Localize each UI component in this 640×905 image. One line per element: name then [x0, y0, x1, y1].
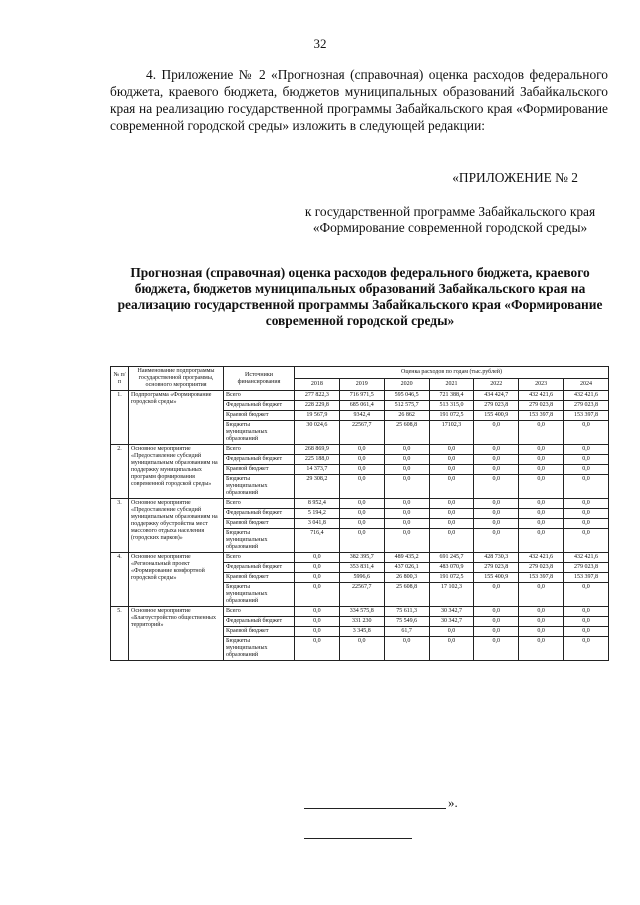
appendix-block — [300, 170, 600, 236]
amount-cell: 9342,4 — [339, 411, 384, 421]
amount-cell: 3 345,8 — [339, 627, 384, 637]
amount-cell: 432 421,6 — [519, 391, 564, 401]
amount-cell: 0,0 — [564, 455, 609, 465]
amount-cell: 353 831,4 — [339, 563, 384, 573]
funding-source: Всего — [224, 553, 295, 563]
amount-cell: 0,0 — [384, 465, 429, 475]
amount-cell: 75 611,3 — [384, 607, 429, 617]
amount-cell: 22567,7 — [339, 583, 384, 607]
amount-cell: 0,0 — [295, 627, 340, 637]
amount-cell: 277 822,3 — [295, 391, 340, 401]
closing-mark: ». — [448, 795, 458, 810]
amount-cell: 0,0 — [519, 637, 564, 661]
amount-cell: 191 072,5 — [429, 573, 474, 583]
amount-cell: 0,0 — [429, 455, 474, 465]
funding-source: Бюджеты муниципальных образований — [224, 475, 295, 499]
year-header: 2021 — [429, 379, 474, 391]
amount-cell: 279 023,8 — [519, 401, 564, 411]
funding-source: Федеральный бюджет — [224, 617, 295, 627]
amount-cell: 268 869,9 — [295, 445, 340, 455]
funding-source: Краевой бюджет — [224, 627, 295, 637]
row-number: 2. — [111, 445, 129, 499]
amount-cell: 0,0 — [474, 637, 519, 661]
amount-cell: 432 421,6 — [564, 391, 609, 401]
amount-cell: 0,0 — [429, 519, 474, 529]
amount-cell: 0,0 — [384, 445, 429, 455]
amount-cell: 0,0 — [474, 607, 519, 617]
amount-cell: 0,0 — [339, 445, 384, 455]
amount-cell: 0,0 — [339, 519, 384, 529]
separator-line — [304, 838, 412, 839]
funding-source: Краевой бюджет — [224, 411, 295, 421]
amount-cell: 0,0 — [564, 607, 609, 617]
amount-cell: 0,0 — [295, 573, 340, 583]
header-name: Наименование подпрограммы государственной программы, основного мероприятия — [129, 367, 224, 391]
amount-cell: 0,0 — [474, 465, 519, 475]
amount-cell: 0,0 — [295, 553, 340, 563]
amount-cell: 0,0 — [519, 627, 564, 637]
year-header: 2019 — [339, 379, 384, 391]
amount-cell: 0,0 — [295, 583, 340, 607]
amount-cell: 0,0 — [384, 637, 429, 661]
amount-cell: 61,7 — [384, 627, 429, 637]
amount-cell: 0,0 — [519, 607, 564, 617]
amount-cell: 0,0 — [564, 499, 609, 509]
amount-cell: 0,0 — [295, 617, 340, 627]
amount-cell: 0,0 — [384, 509, 429, 519]
row-number: 4. — [111, 553, 129, 607]
amount-cell: 0,0 — [474, 455, 519, 465]
amount-cell: 279 023,8 — [474, 563, 519, 573]
program-name: Основное мероприятие «Предоставление субсидий муниципальным образованиям на поддержку муниципальных программ формирования современной городской среды» — [129, 445, 224, 499]
amount-cell: 75 549,6 — [384, 617, 429, 627]
amount-cell: 0,0 — [564, 583, 609, 607]
amount-cell: 0,0 — [564, 617, 609, 627]
amount-cell: 279 023,8 — [564, 401, 609, 411]
amount-cell: 5 194,2 — [295, 509, 340, 519]
amount-cell: 0,0 — [564, 445, 609, 455]
amount-cell: 14 373,7 — [295, 465, 340, 475]
table-row — [111, 391, 609, 401]
funding-source: Всего — [224, 499, 295, 509]
amount-cell: 432 421,6 — [519, 553, 564, 563]
amount-cell: 17 102,3 — [429, 583, 474, 607]
amount-cell: 153 397,8 — [519, 573, 564, 583]
amount-cell: 0,0 — [429, 509, 474, 519]
amount-cell: 0,0 — [519, 617, 564, 627]
amount-cell: 0,0 — [429, 529, 474, 553]
amount-cell: 0,0 — [429, 499, 474, 509]
page-number: 32 — [313, 36, 327, 51]
amount-cell: 0,0 — [564, 509, 609, 519]
header-num: № п/п — [111, 367, 129, 391]
funding-source: Всего — [224, 391, 295, 401]
amount-cell: 0,0 — [519, 499, 564, 509]
amount-cell: 0,0 — [564, 637, 609, 661]
amount-cell: 0,0 — [339, 465, 384, 475]
amount-cell: 0,0 — [339, 637, 384, 661]
amount-cell: 0,0 — [384, 529, 429, 553]
amount-cell: 0,0 — [474, 519, 519, 529]
amount-cell: 489 435,2 — [384, 553, 429, 563]
funding-source: Федеральный бюджет — [224, 455, 295, 465]
amount-cell: 0,0 — [564, 421, 609, 445]
program-name: Основное мероприятие «Региональный проект «Формирование комфортной городской среды» — [129, 553, 224, 607]
program-name: Основное мероприятие «Предоставление субсидий муниципальным образованиям на поддержку обустройства мест массового отдыха населения (городских парков)» — [129, 499, 224, 553]
amount-cell: 513 315,0 — [429, 401, 474, 411]
amount-cell: 0,0 — [429, 475, 474, 499]
amount-cell: 0,0 — [474, 509, 519, 519]
amount-cell: 512 575,7 — [384, 401, 429, 411]
amount-cell: 0,0 — [519, 445, 564, 455]
budget-table-body — [111, 391, 609, 661]
amount-cell: 437 026,1 — [384, 563, 429, 573]
funding-source: Краевой бюджет — [224, 573, 295, 583]
amount-cell: 153 397,8 — [564, 573, 609, 583]
funding-source: Федеральный бюджет — [224, 509, 295, 519]
amount-cell: 0,0 — [564, 519, 609, 529]
funding-source: Всего — [224, 607, 295, 617]
year-header: 2018 — [295, 379, 340, 391]
row-number: 5. — [111, 607, 129, 661]
amount-cell: 279 023,8 — [519, 563, 564, 573]
amount-cell: 153 397,8 — [564, 411, 609, 421]
table-row — [111, 445, 609, 455]
funding-source: Краевой бюджет — [224, 465, 295, 475]
amount-cell: 716,4 — [295, 529, 340, 553]
amount-cell: 0,0 — [519, 455, 564, 465]
document-title: Прогнозная (справочная) оценка расходов федерального бюджета, краевого бюджета, бюджетов муниципальных образований Забайкальского края на реализацию государственной программы Забайкальского края «Формирование современной городской среды» — [117, 265, 603, 328]
program-name: Основное мероприятие «Благоустройство общественных территорий» — [129, 607, 224, 661]
amount-cell: 334 575,8 — [339, 607, 384, 617]
year-header: 2020 — [384, 379, 429, 391]
amount-cell: 382 395,7 — [339, 553, 384, 563]
amount-cell: 716 971,5 — [339, 391, 384, 401]
amount-cell: 25 608,8 — [384, 421, 429, 445]
amount-cell: 0,0 — [384, 475, 429, 499]
amount-cell: 0,0 — [429, 465, 474, 475]
amount-cell: 30 024,6 — [295, 421, 340, 445]
amount-cell: 8 952,4 — [295, 499, 340, 509]
amount-cell: 0,0 — [295, 637, 340, 661]
amount-cell: 0,0 — [519, 519, 564, 529]
amount-cell: 0,0 — [339, 529, 384, 553]
amount-cell: 30 342,7 — [429, 617, 474, 627]
amount-cell: 0,0 — [339, 475, 384, 499]
appendix-heading: «ПРИЛОЖЕНИЕ № 2 — [452, 170, 578, 185]
amount-cell: 17102,3 — [429, 421, 474, 445]
amount-cell: 0,0 — [295, 607, 340, 617]
row-number: 1. — [111, 391, 129, 445]
funding-source: Федеральный бюджет — [224, 401, 295, 411]
amount-cell: 0,0 — [295, 563, 340, 573]
year-header: 2024 — [564, 379, 609, 391]
header-source: Источники финансирования — [224, 367, 295, 391]
amount-cell: 432 421,6 — [564, 553, 609, 563]
amount-cell: 331 230 — [339, 617, 384, 627]
amount-cell: 25 608,8 — [384, 583, 429, 607]
amount-cell: 191 072,5 — [429, 411, 474, 421]
amount-cell: 0,0 — [474, 421, 519, 445]
amount-cell: 0,0 — [339, 455, 384, 465]
amount-cell: 0,0 — [564, 529, 609, 553]
signature-line — [304, 808, 446, 809]
amount-cell: 26 862 — [384, 411, 429, 421]
amount-cell: 228 229,8 — [295, 401, 340, 411]
amount-cell: 30 342,7 — [429, 607, 474, 617]
amount-cell: 0,0 — [474, 475, 519, 499]
year-header: 2023 — [519, 379, 564, 391]
amount-cell: 5996,6 — [339, 573, 384, 583]
funding-source: Бюджеты муниципальных образований — [224, 637, 295, 661]
amount-cell: 428 730,3 — [474, 553, 519, 563]
amount-cell: 0,0 — [519, 529, 564, 553]
amount-cell: 153 397,8 — [519, 411, 564, 421]
amount-cell: 0,0 — [474, 529, 519, 553]
budget-table — [110, 366, 609, 661]
amount-cell: 0,0 — [429, 445, 474, 455]
amount-cell: 0,0 — [564, 627, 609, 637]
amount-cell: 0,0 — [519, 421, 564, 445]
amount-cell: 0,0 — [384, 499, 429, 509]
amount-cell: 0,0 — [564, 475, 609, 499]
amount-cell: 0,0 — [519, 583, 564, 607]
amount-cell: 0,0 — [474, 583, 519, 607]
amount-cell: 155 400,9 — [474, 411, 519, 421]
funding-source: Бюджеты муниципальных образований — [224, 529, 295, 553]
amount-cell: 0,0 — [339, 499, 384, 509]
funding-source: Бюджеты муниципальных образований — [224, 583, 295, 607]
amount-cell: 0,0 — [384, 519, 429, 529]
amount-cell: 279 023,8 — [564, 563, 609, 573]
amount-cell: 0,0 — [519, 475, 564, 499]
appendix-subtitle: к государственной программе Забайкальского края «Формирование современной городской среды» — [304, 204, 596, 235]
funding-source: Федеральный бюджет — [224, 563, 295, 573]
amount-cell: 0,0 — [474, 445, 519, 455]
table-row — [111, 499, 609, 509]
amount-cell: 685 061,4 — [339, 401, 384, 411]
funding-source: Всего — [224, 445, 295, 455]
amount-cell: 434 424,7 — [474, 391, 519, 401]
amount-cell: 595 046,5 — [384, 391, 429, 401]
amount-cell: 0,0 — [429, 627, 474, 637]
amount-cell: 0,0 — [564, 465, 609, 475]
amount-cell: 721 388,4 — [429, 391, 474, 401]
row-number: 3. — [111, 499, 129, 553]
amount-cell: 155 400,9 — [474, 573, 519, 583]
amount-cell: 691 245,7 — [429, 553, 474, 563]
amount-cell: 483 070,9 — [429, 563, 474, 573]
amount-cell: 0,0 — [474, 499, 519, 509]
year-header: 2022 — [474, 379, 519, 391]
header-estimate: Оценка расходов по годам (тыс.рублей) — [295, 367, 609, 379]
amount-cell: 3 041,8 — [295, 519, 340, 529]
amount-cell: 0,0 — [519, 465, 564, 475]
funding-source: Бюджеты муниципальных образований — [224, 421, 295, 445]
table-row — [111, 553, 609, 563]
amount-cell: 0,0 — [519, 509, 564, 519]
amount-cell: 0,0 — [429, 637, 474, 661]
amount-cell: 0,0 — [474, 617, 519, 627]
amount-cell: 0,0 — [474, 627, 519, 637]
program-name: Подпрограмма «Формирование городской среды» — [129, 391, 224, 445]
intro-paragraph: 4. Приложение № 2 «Прогнозная (справочная) оценка расходов федерального бюджета, краевого бюджета, бюджетов муниципальных образований Забайкальского края на реализацию государственной программы Забайкальского края «Формирование современной городской среды» изложить в следующей редакции: — [110, 67, 608, 133]
amount-cell: 19 567,9 — [295, 411, 340, 421]
amount-cell: 225 188,0 — [295, 455, 340, 465]
amount-cell: 0,0 — [384, 455, 429, 465]
amount-cell: 26 800,3 — [384, 573, 429, 583]
table-row — [111, 607, 609, 617]
funding-source: Краевой бюджет — [224, 519, 295, 529]
amount-cell: 0,0 — [339, 509, 384, 519]
amount-cell: 29 308,2 — [295, 475, 340, 499]
amount-cell: 22567,7 — [339, 421, 384, 445]
amount-cell: 279 023,8 — [474, 401, 519, 411]
